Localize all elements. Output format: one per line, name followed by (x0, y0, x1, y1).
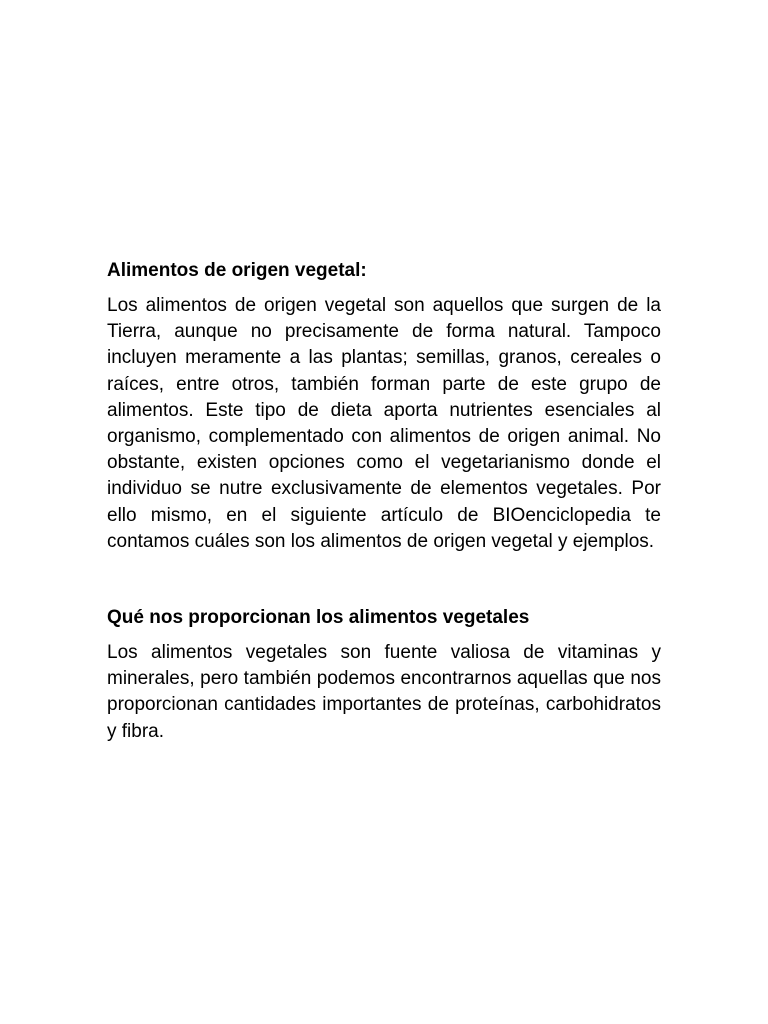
section-heading: Alimentos de origen vegetal: (107, 260, 367, 281)
section-paragraph: Los alimentos de origen vegetal son aquellos que surgen de la Tierra, aunque no precisamente de forma natural. Tampoco incluyen meramente a las plantas; semillas, granos, cereales o raíces, entre otros, también forman parte de este grupo de alimentos. Este tipo de dieta aporta nutrientes esenciales al organismo, complementado con alimentos de origen animal. No obstante, existen opciones como el vegetarianismo donde el individuo se nutre exclusivamente de elementos vegetales. Por ello mismo, en el siguiente artículo de BIOenciclopedia te contamos cuáles son los alimentos de origen vegetal y ejemplos. (107, 295, 661, 552)
section-alimentos-origen-vegetal (107, 258, 661, 555)
document-body (107, 258, 661, 745)
section-paragraph: Los alimentos vegetales son fuente valiosa de vitaminas y minerales, pero también podemos encontrarnos aquellas que nos proporcionan cantidades importantes de proteínas, carbohidratos y fibra. (107, 642, 661, 742)
section-heading: Qué nos proporcionan los alimentos vegetales (107, 607, 530, 629)
section-que-nos-proporcionan (107, 605, 661, 745)
